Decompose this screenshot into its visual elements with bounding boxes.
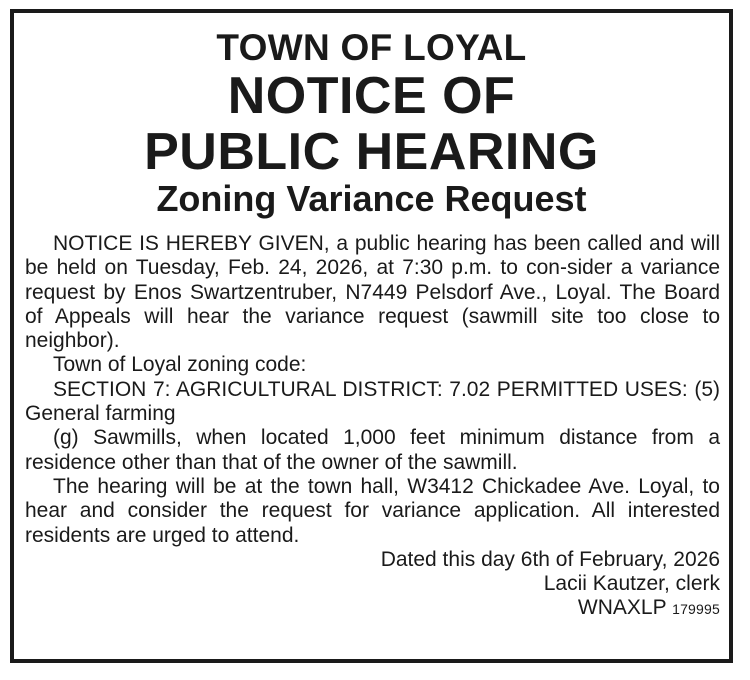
paragraph-zoning-code-intro: Town of Loyal zoning code: (53, 353, 307, 377)
notice-body (25, 232, 720, 622)
paragraph-section-7: SECTION 7: AGRICULTURAL DISTRICT: 7.02 PERMITTED USES: (5) General farming (25, 377, 720, 426)
signature-block (25, 548, 720, 622)
legal-notice (10, 9, 733, 663)
publication-line (25, 596, 720, 621)
notice-subtitle: Zoning Variance Request (156, 178, 587, 219)
paragraph-hearing-location: The hearing will be at the town hall, W3412 Chickadee Ave. Loyal, to hear and consider the request for variance application. All interested residents are urged to attend. (25, 474, 720, 547)
notice-title-line-1: NOTICE OF (227, 67, 516, 125)
ad-number: 179995 (672, 601, 720, 618)
publication-code: WNAXLP (577, 596, 667, 620)
notice-title-line-2: PUBLIC HEARING (144, 123, 599, 181)
town-heading: TOWN OF LOYAL (216, 27, 527, 68)
paragraph-sawmill-rule: (g) Sawmills, when located 1,000 feet minimum distance from a residence other than that of the owner of the sawmill. (25, 426, 720, 474)
signer-line: Lacii Kautzer, clerk (543, 572, 720, 596)
dated-line: Dated this day 6th of February, 2026 (380, 547, 720, 571)
paragraph-hearing-announcement: NOTICE IS HEREBY GIVEN, a public hearing has been called and will be held on Tuesday, Feb. 24, 2026, at 7:30 p.m. to con-sider a variance request by Enos Swartzentruber, N7449 Pelsdorf Ave., Loyal. The Board of Appeals will hear the variance request (sawmill site too close to neighbor). (25, 232, 720, 353)
